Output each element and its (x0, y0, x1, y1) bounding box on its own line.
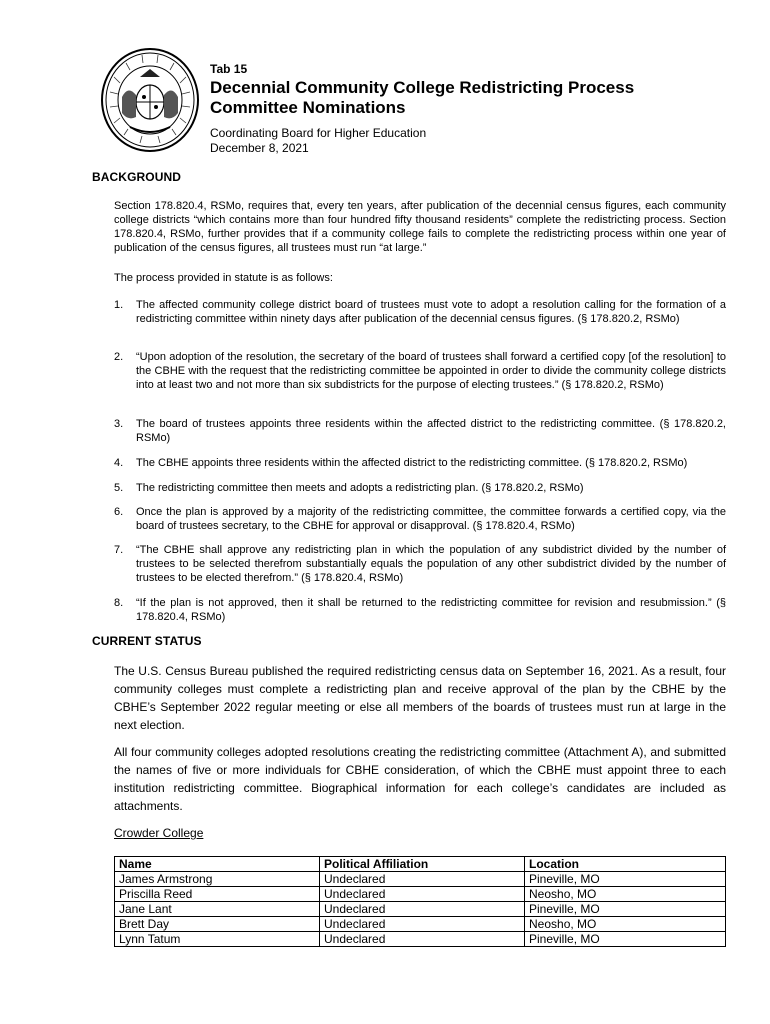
nominee-affiliation: Undeclared (320, 887, 525, 902)
table-row (115, 917, 726, 932)
doc-title-line2: Committee Nominations (210, 98, 406, 117)
nominee-name: Jane Lant (115, 902, 320, 917)
step-text: Once the plan is approved by a majority of the redistricting committee, the committee forwards a certified copy, via the board of trustees secretary, to the CBHE for approval or disapproval. (§ 178.820.4, RSMo) (136, 506, 726, 532)
background-intro: Section 178.820.4, RSMo, requires that, every ten years, after publication of the decennial census figures, each community college districts “which contains more than four hundred fifty thousand residents” complete the redistricting process. Section 178.820.4, RSMo, further provides that if a community college fails to complete the redistricting process within one year of publication of the census figures, all trustees must run “at large.” (114, 200, 726, 254)
table-row (115, 932, 726, 947)
table-row (115, 872, 726, 887)
step-text: The board of trustees appoints three residents within the affected district to the redistricting committee. (§ 178.820.2, RSMo) (136, 418, 726, 444)
nominee-affiliation: Undeclared (320, 917, 525, 932)
table-row (115, 887, 726, 902)
step-text: The CBHE appoints three residents within the affected district to the redistricting committee. (§ 178.820.2, RSMo) (136, 457, 688, 469)
process-intro: The process provided in statute is as follows: (114, 272, 333, 284)
nominee-location: Pineville, MO (525, 872, 726, 887)
table-header-row (115, 857, 726, 872)
college-name: Crowder College (114, 826, 204, 840)
nominee-name: Priscilla Reed (115, 887, 320, 902)
nominee-location: Pineville, MO (525, 932, 726, 947)
step-text: The redistricting committee then meets and adopts a redistricting plan. (§ 178.820.2, RSMo) (136, 482, 584, 494)
column-header: Political Affiliation (320, 857, 525, 872)
background-heading: BACKGROUND (92, 170, 181, 184)
nominee-affiliation: Undeclared (320, 872, 525, 887)
nominee-location: Pineville, MO (525, 902, 726, 917)
current-status-heading: CURRENT STATUS (92, 634, 202, 648)
nominee-name: Lynn Tatum (115, 932, 320, 947)
missouri-state-seal (100, 47, 200, 153)
step-number: 2. (114, 351, 124, 363)
column-header: Location (525, 857, 726, 872)
step-text: The affected community college district board of trustees must vote to adopt a resolution calling for the formation of a redistricting committee within ninety days after publication of the decennial census figures. (§ 178.820.2, RSMo) (136, 299, 726, 325)
step-text: “Upon adoption of the resolution, the secretary of the board of trustees shall forward a certified copy [of the resolution] to the CBHE with the request that the redistricting committee be appointed in order to divide the community college districts into at least two and not more than six subdistricts for the purpose of electing trustees.” (§ 178.820.2, RSMo) (136, 351, 726, 391)
organization: Coordinating Board for Higher Education (210, 126, 427, 140)
table-row (115, 902, 726, 917)
status-paragraph-1: The U.S. Census Bureau published the required redistricting census data on September 16, 2021. As a result, four community colleges must complete a redistricting plan and receive approval of the plan by the CBHE by the CBHE’s September 2022 regular meeting or else all members of the boards of trustees must run at large in the next election. (114, 664, 726, 732)
step-number: 8. (114, 597, 124, 609)
step-number: 5. (114, 482, 124, 494)
nominee-name: Brett Day (115, 917, 320, 932)
document-header (210, 62, 634, 156)
doc-date: December 8, 2021 (210, 141, 309, 155)
step-number: 3. (114, 418, 124, 430)
status-paragraph-2: All four community colleges adopted resolutions creating the redistricting committee (Attachment A), and submitted the names of five or more individuals for CBHE consideration, of which the CBHE must appoint three to each institution redistricting committee. Biographical information for each college’s candidates are included as attachments. (114, 745, 726, 813)
nominee-table (114, 856, 726, 947)
column-header: Name (115, 857, 320, 872)
step-number: 1. (114, 299, 124, 311)
nominee-location: Neosho, MO (525, 887, 726, 902)
doc-title-line1: Decennial Community College Redistricting Process (210, 78, 635, 97)
step-text: “The CBHE shall approve any redistricting plan in which the population of any subdistrict divided by the number of trustees to be selected therefrom substantially equals the population of any other subdistrict divided by the number of trustees to be elected therefrom.” (§ 178.820.4, RSMo) (136, 544, 726, 584)
nominee-name: James Armstrong (115, 872, 320, 887)
nominee-location: Neosho, MO (525, 917, 726, 932)
step-number: 7. (114, 544, 124, 556)
step-text: “If the plan is not approved, then it shall be returned to the redistricting committee for revision and resubmission.” (§ 178.820.4, RSMo) (136, 597, 726, 623)
tab-label: Tab 15 (210, 62, 248, 76)
step-number: 6. (114, 506, 124, 518)
step-number: 4. (114, 457, 124, 469)
nominee-affiliation: Undeclared (320, 902, 525, 917)
nominee-affiliation: Undeclared (320, 932, 525, 947)
